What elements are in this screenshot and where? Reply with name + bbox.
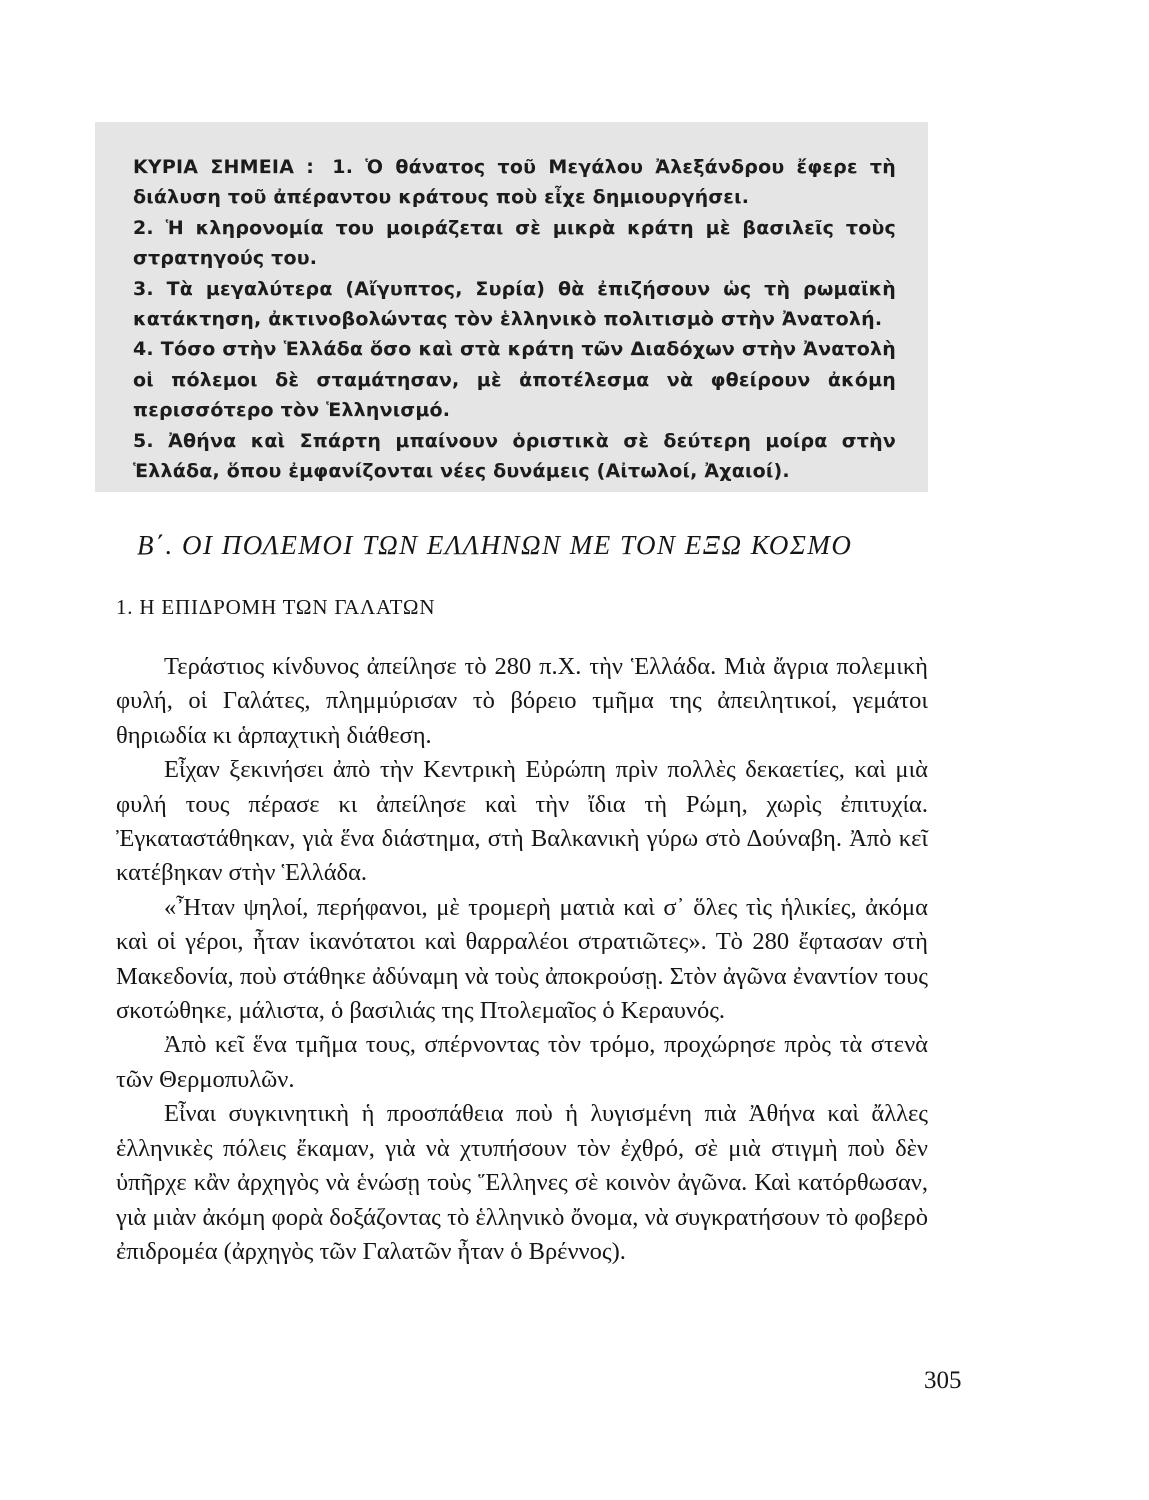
paragraph-4: Ἀπὸ κεῖ ἕνα τμῆμα τους, σπέρνοντας τὸν τρόμο, προχώρησε πρὸς τὰ στενὰ τῶν Θερμοπυλῶν. [116,1031,928,1093]
key-points-box [95,122,928,492]
key-point-5: 5. Ἀθήνα καὶ Σπάρτη μπαίνουν ὁριστικὰ σὲ δεύτερη μοίρα στὴν Ἑλλάδα, ὅπου ἐμφανίζονται νέες δυνάμεις (Αἰτωλοί, Ἀχαιοί). [133,429,896,483]
paragraph-3: «Ἦταν ψηλοί, περήφανοι, μὲ τρομερὴ ματιὰ καὶ σ᾽ ὅλες τὶς ἡλικίες, ἀκόμα καὶ οἱ γέροι, ἦταν ἱκανότατοι καὶ θαρραλέοι στρατιῶτες». Τὸ 280 ἔφτασαν στὴ Μακεδονία, ποὺ στάθηκε ἀδύναμη νὰ τοὺς ἀποκρούσῃ. Στὸν ἀγῶνα ἐναντίον τους σκοτώθηκε, μάλιστα, ὁ βασιλιάς της Πτολεμαῖος ὁ Κεραυνός. [116,893,928,1025]
page-number: 305 [924,1367,962,1394]
key-point-4: 4. Τόσο στὴν Ἑλλάδα ὅσο καὶ στὰ κράτη τῶν Διαδόχων στὴν Ἀνατολὴ οἱ πόλεμοι δὲ σταμάτησαν, μὲ ἀποτέλεσμα νὰ φθείρουν ἀκόμη περισσότερο τὸν Ἑλληνισμό. [133,338,896,422]
section-title: Β΄. ΟΙ ΠΟΛΕΜΟΙ ΤΩΝ ΕΛΛΗΝΩΝ ΜΕ ΤΟΝ ΕΞΩ ΚΟΣΜΟ [137,530,853,560]
body-text [116,650,928,1269]
key-points-label: ΚΥΡΙΑ ΣΗΜΕΙΑ : [133,156,315,178]
paragraph-5: Εἶναι συγκινητικὴ ἡ προσπάθεια ποὺ ἡ λυγισμένη πιὰ Ἀθήνα καὶ ἄλλες ἑλληνικὲς πόλεις ἔκαμαν, γιὰ νὰ χτυπήσουν τὸν ἐχθρό, σὲ μιὰ στιγμὴ ποὺ δὲν ὑπῆρχε κἂν ἀρχηγὸς νὰ ἑνώσῃ τοὺς Ἕλληνες σὲ κοινὸν ἀγῶνα. Καὶ κατόρθωσαν, γιὰ μιὰν ἀκόμη φορὰ δοξάζοντας τὸ ἑλληνικὸ ὄνομα, νὰ συγκρατήσουν τὸ φοβερὸ ἐπιδρομέα (ἀρχηγὸς τῶν Γαλατῶν ἦταν ὁ Βρέννος). [116,1100,928,1265]
subsection-title: 1. Η ΕΠΙΔΡΟΜΗ ΤΩΝ ΓΑΛΑΤΩΝ [116,595,436,619]
paragraph-1: Τεράστιος κίνδυνος ἀπείλησε τὸ 280 π.Χ. τὴν Ἑλλάδα. Μιὰ ἄγρια πολεμικὴ φυλή, οἱ Γαλάτες, πλημμύρισαν τὸ βόρειο τμῆμα της ἀπειλητικοί, γεμάτοι θηριωδία κι ἁρπαχτικὴ διάθεση. [116,653,928,749]
paragraph-2: Εἶχαν ξεκινήσει ἀπὸ τὴν Κεντρικὴ Εὐρώπη πρὶν πολλὲς δεκαετίες, καὶ μιὰ φυλή τους πέρασε κι ἀπείλησε καὶ τὴν ἴδια τὴ Ρώμη, χωρὶς ἐπιτυχία. Ἐγκαταστάθηκαν, γιὰ ἕνα διάστημα, στὴ Βαλκανικὴ γύρω στὸ Δούναβη. Ἀπὸ κεῖ κατέβηκαν στὴν Ἑλλάδα. [116,756,928,887]
key-point-1-text: 1. Ὁ θάνατος τοῦ Μεγάλου Ἀλεξάνδρου ἔφερε τὴ διάλυση τοῦ ἀπέραντου κράτους ποὺ εἶχε δημιουργήσει. [133,156,896,209]
key-point-2: 2. Ἡ κληρονομία του μοιράζεται σὲ μικρὰ κράτη μὲ βασιλεῖς τοὺς στρατηγούς του. [133,216,896,270]
key-point-3: 3. Τὰ μεγαλύτερα (Αἴγυπτος, Συρία) θὰ ἐπιζήσουν ὡς τὴ ρωμαϊκὴ κατάκτηση, ἀκτινοβολώντας τὸν ἑλληνικὸ πολιτισμὸ στὴν Ἀνατολή. [133,277,896,331]
key-point-1 [133,152,896,213]
